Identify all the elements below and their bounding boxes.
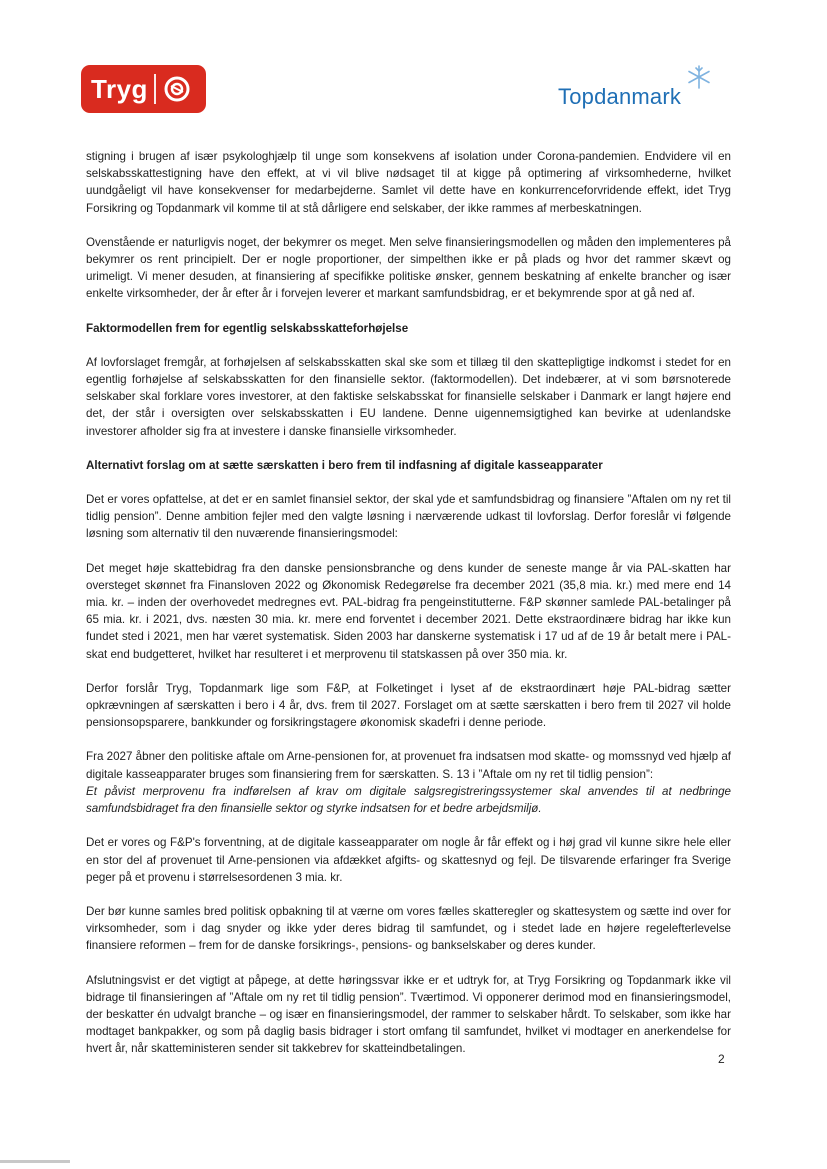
scan-artifact [0,1160,70,1163]
tryg-logo [81,65,206,113]
paragraph: stigning i brugen af især psykologhjælp til unge som konsekvens af isolation under Corona-pandemien. Endvidere vil en selskabsskattestigning have den effekt, at vi vil blive nødsaget til at kigge på optimering af virksomhederne, hvilket uundgåeligt vil have konsekvenser for medarbejderne. Samlet vil dette have en konkurrenceforvridende effekt, idet Tryg Forsikring og Topdanmark vil komme til at stå dårligere end selskaber, der ikke rammes af merbeskatningen. [86,150,731,215]
paragraph: Derfor forslår Tryg, Topdanmark lige som F&P, at Folketinget i lyset af de ekstraordinært høje PAL-bidrag sætter opkrævningen af særskatten i bero i 4 år, dvs. frem til 2027. Forslaget om at sætte særskatten i bero frem til 2027 vil holde pensionsopsparere, bankkunder og forsikringstagere økonomisk skadefri i denne periode. [86,681,731,730]
snowflake-icon [686,64,712,90]
topdanmark-logo-text: Topdanmark [558,84,682,109]
tryg-logo-separator [154,74,156,104]
section-heading: Alternativt forslag om at sætte særskatten i bero frem til indfasning af digitale kasseapparater [86,458,603,472]
quoted-paragraph: Et påvist merprovenu fra indførelsen af krav om digitale salgsregistreringssystemer skal anvendes til at nedbringe samfundsbidraget fra den finansielle sektor og styrke indsatsen for et bedre arbejdsmiljø. [86,784,731,816]
paragraph: Det meget høje skattebidrag fra den danske pensionsbranche og dens kunder de seneste mange år via PAL-skatten har oversteget skønnet fra Finansloven 2022 og Økonomisk Redegørelse fra december 2021 (35,8 mia. kr.) med mere end 14 mia. kr. – inden der overhovedet medregnes evt. PAL-bidrag fra pengeinstitutterne. F&P skønner samlede PAL-betalinger på 65 mia. kr. i 2021, dvs. næsten 30 mia. kr. mere end forventet i december 2021. Dette ekstraordinære bidrag har ikke kun fundet sted i 2021, men har været systematisk. Siden 2003 har danskerne systematisk i 17 ud af de 19 år betalt mere i PAL-skat end budgetteret, hvilket har resulteret i et merprovenu til statskassen på over 350 mia. kr. [86,561,731,661]
paragraph: Af lovforslaget fremgår, at forhøjelsen af selskabsskatten skal ske som et tillæg til den skattepligtige indkomst i stedet for en egentlig forhøjelse af selskabsskatten for den finansielle sektor. (faktormodellen). Det indebærer, at vi som børsnoterede selskaber skal forklare vores investorer, at den faktiske selskabsskat for finansielle selskaber i Danmark er langt højere end det, der står i oversigten over selskabsskatten i EU landene. Denne uigennemsigtighed kan bevirke at udenlandske investorer afholder sig fra at investere i danske finansielle virksomheder. [86,355,731,438]
paragraph: Fra 2027 åbner den politiske aftale om Arne-pensionen for, at provenuet fra indsatsen mod skatte- og momssnyd ved hjælp af digitale kasseapparater bruges som finansiering frem for særskatten. S. 13 i ”Aftale om ny ret til tidlig pension”: [86,750,731,781]
page-number: 2 [718,1052,725,1066]
tryg-logo-text: Tryg [91,73,148,104]
paragraph: Afslutningsvist er det vigtigt at påpege, at dette høringssvar ikke er et udtryk for, at Tryg Forsikring og Topdanmark ikke vil bidrage til finansieringen af ”Aftale om ny ret til tidlig pension”. Tværtimod. Vi opponerer derimod mod en finansieringsmodel, der beskatter én udvalgt branche – og især en finansieringsmodel, der rammer to selskaber hårdt. To selskaber, som ikke har modtaget bankpakker, og som på daglig basis bidrager i stort omfang til samfundet, hvilket vi modtager en anerkendelse for hvert år, når skatteministeren sender sit takkebrev for skatteindbetalingen. [86,973,731,1056]
topdanmark-logo [558,70,718,110]
letter-body [86,148,731,1075]
section-heading: Faktormodellen frem for egentlig selskabsskatteforhøjelse [86,321,409,335]
paragraph: Der bør kunne samles bred politisk opbakning til at værne om vores fælles skatteregler og skattesystem og sætte ind over for virksomheder, som i dag snyder og ikke yder deres bidrag til samfundet, og i stedet lade en højere regelefterlevelse finansiere reformen – frem for de danske forsikrings-, pensions- og bankselskaber og deres kunder. [86,904,731,953]
paragraph: Det er vores og F&P's forventning, at de digitale kasseapparater om nogle år får effekt og i høj grad vil kunne sikre hele eller en stor del af provenuet til Arne-pensionen via afdækket afgifts- og skattesnyd og fejl. De tilsvarende erfaringer fra Sverige peger på et provenu i størrelsesordenen 3 mia. kr. [86,836,731,884]
paragraph: Ovenstående er naturligvis noget, der bekymrer os meget. Men selve finansieringsmodellen og måden den implementeres på bekymrer os rent principielt. Der er nogle proportioner, der simpelthen ikke er på plads og hvor det rammer skævt og urimeligt. Vi mener desuden, at finansiering af specifikke politiske ønsker, gennem beskatning af enkelte brancher og især enkelte virksomheder, der år efter år i forvejen leverer et markant samfundsbidrag, er et bekymrende spor at gå ned af. [86,235,731,301]
lifebuoy-icon [162,74,192,104]
paragraph: Det er vores opfattelse, at det er en samlet finansiel sektor, der skal yde et samfundsbidrag og finansiere ”Aftalen om ny ret til tidlig pension”. Denne ambition fejler med den valgte løsning i nærværende udkast til lovforslag. Derfor foreslår vi følgende løsning som alternativ til den nuværende finansieringsmodel: [86,493,731,541]
